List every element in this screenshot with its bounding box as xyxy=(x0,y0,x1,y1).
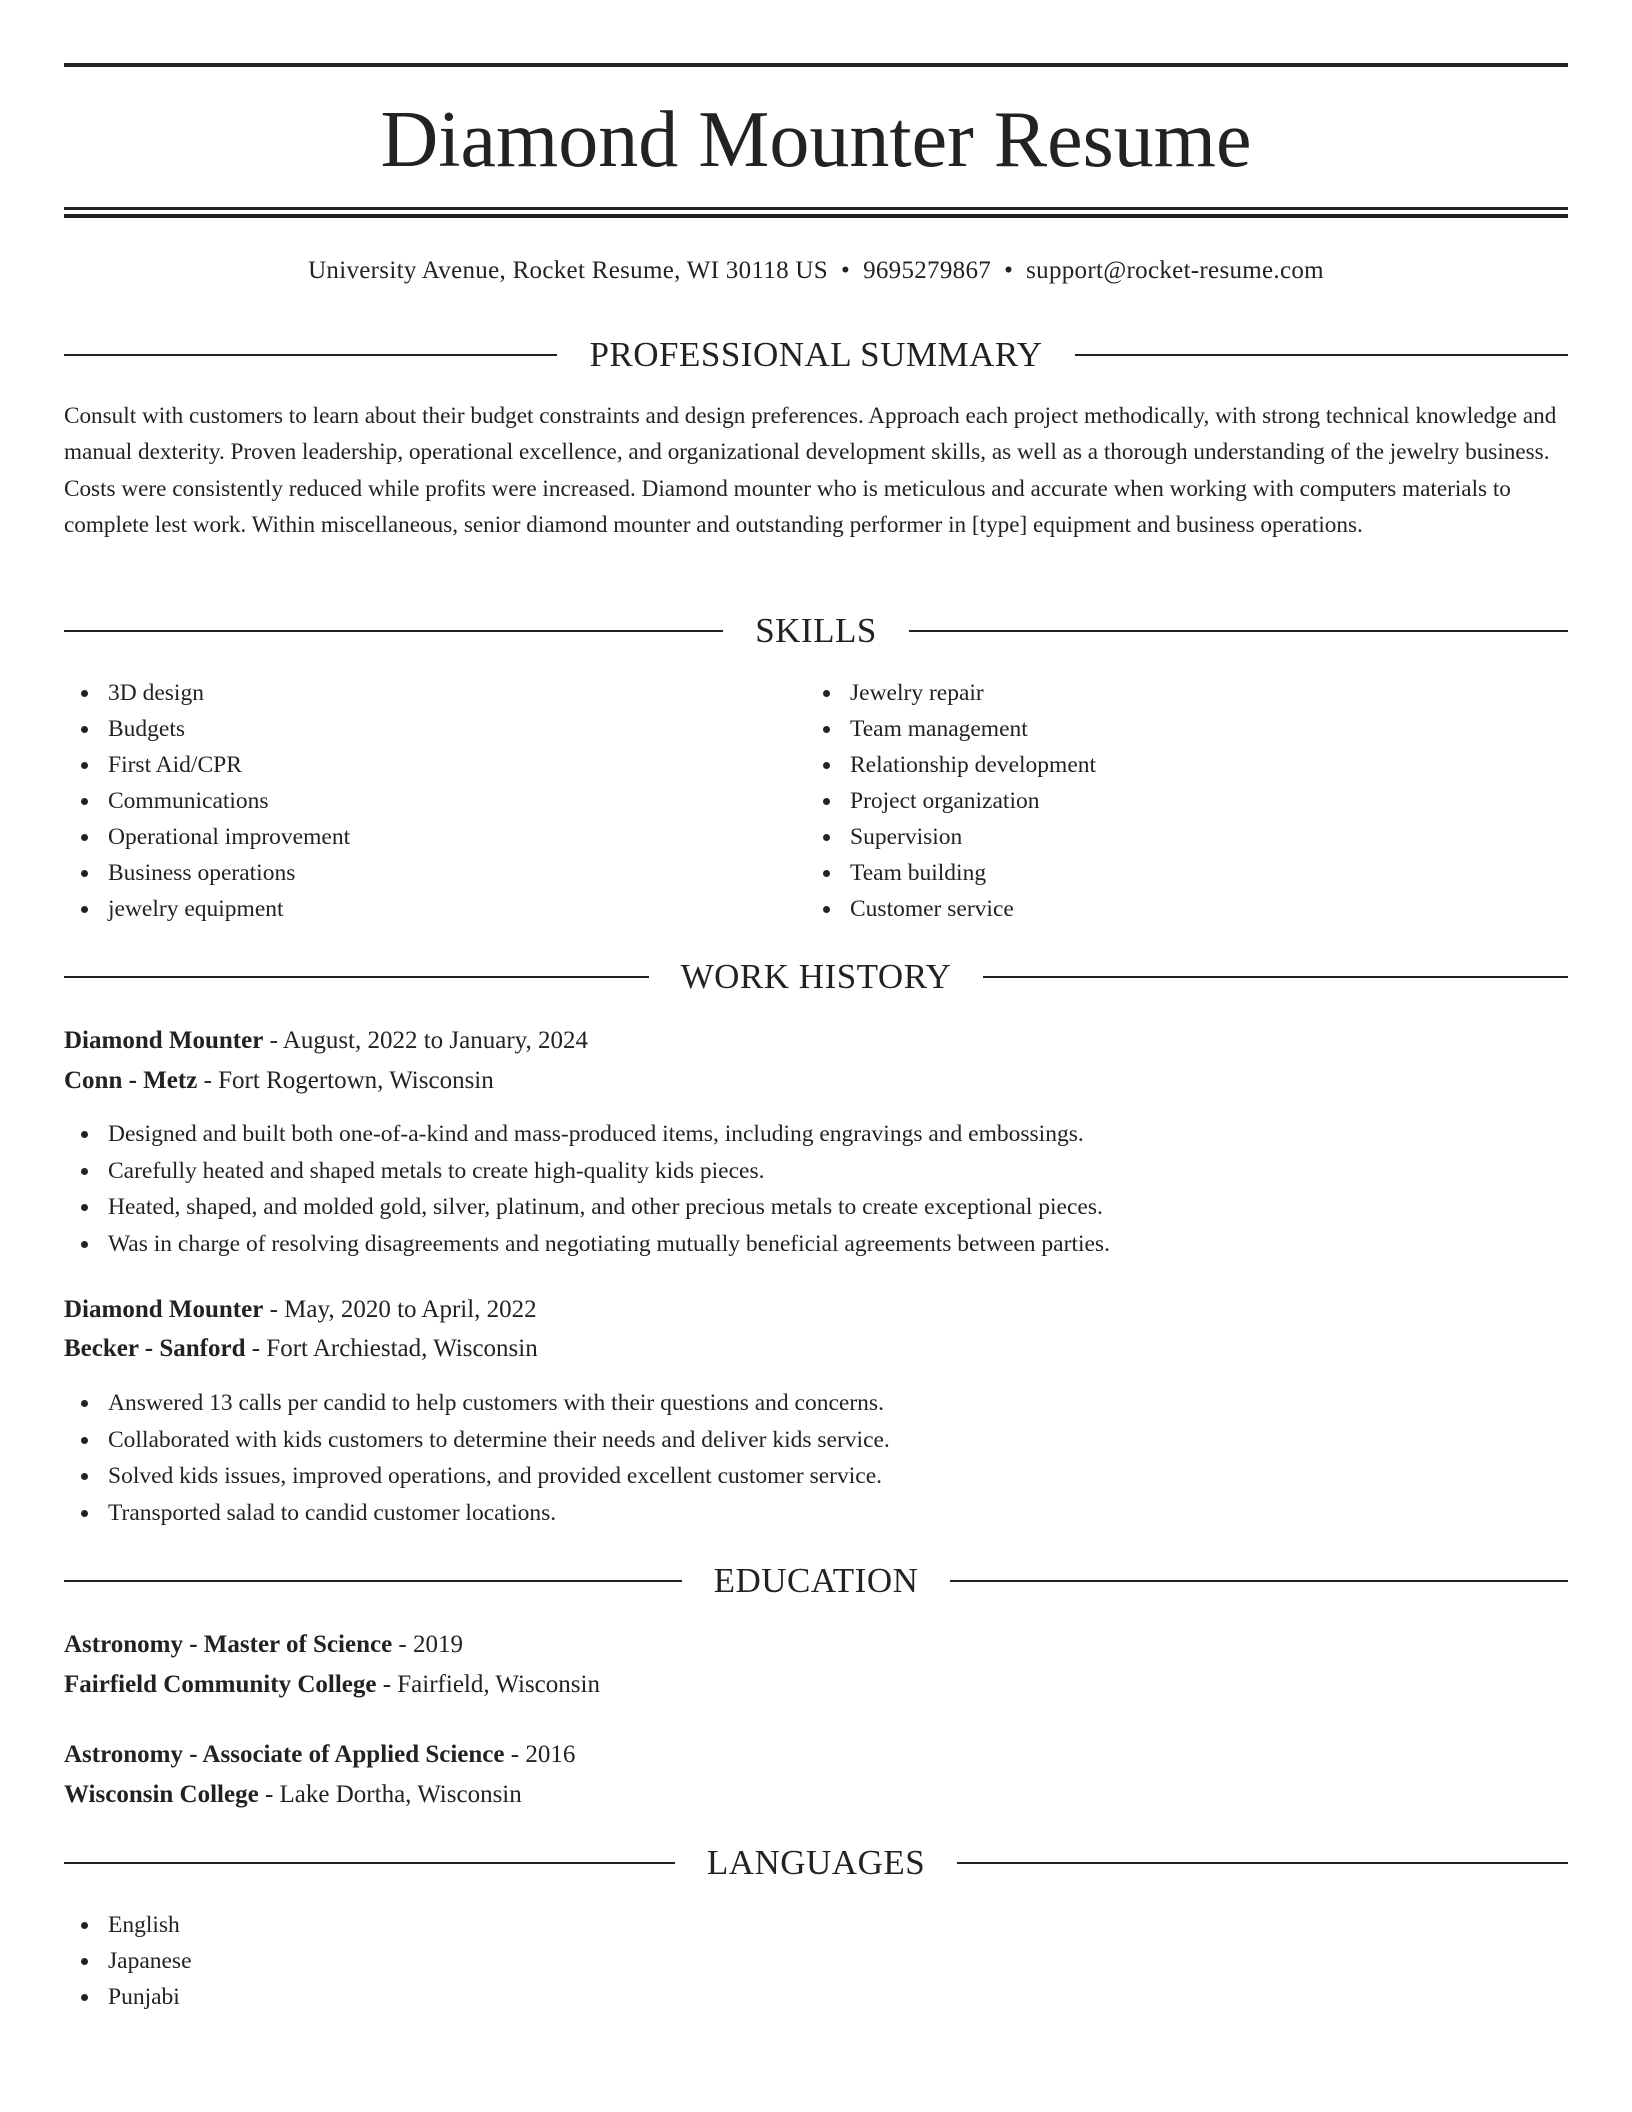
job-duties-list xyxy=(64,1385,1568,1531)
education-location: - Lake Dortha, Wisconsin xyxy=(258,1781,522,1808)
heading-rule-right xyxy=(909,630,1568,632)
education-degree: Astronomy - Associate of Applied Science xyxy=(64,1741,505,1768)
job-duty-item: Was in charge of resolving disagreements and negotiating mutually beneficial agreements between parties. xyxy=(108,1226,1568,1263)
skill-item: Team management xyxy=(850,711,1096,747)
contact-address: University Avenue, Rocket Resume, WI 30118 US xyxy=(308,257,828,284)
languages-list xyxy=(64,1907,192,2015)
language-item: Punjabi xyxy=(108,1979,192,2015)
skill-item: Business operations xyxy=(108,855,350,891)
heading-rule-left xyxy=(64,1580,682,1582)
job-company: Conn - Metz xyxy=(64,1067,198,1094)
job-company-line xyxy=(64,1063,494,1099)
languages-heading: LANGUAGES xyxy=(706,1843,926,1882)
job-duties-list xyxy=(64,1116,1568,1262)
summary-section-heading xyxy=(64,333,1568,377)
job-duties xyxy=(64,1385,1568,1531)
job-duty-item: Solved kids issues, improved operations, and provided excellent customer service. xyxy=(108,1458,1568,1495)
skill-item: Jewelry repair xyxy=(850,675,1096,711)
education-school-line xyxy=(64,1667,600,1703)
education-heading: EDUCATION xyxy=(713,1561,919,1600)
heading-rule-left xyxy=(64,354,557,356)
skills-list-left xyxy=(64,675,350,927)
job-duty-item: Collaborated with kids customers to determine their needs and deliver kids service. xyxy=(108,1422,1568,1459)
skill-item: Supervision xyxy=(850,819,1096,855)
summary-heading: PROFESSIONAL SUMMARY xyxy=(589,335,1043,374)
heading-rule-right xyxy=(957,1862,1568,1864)
contact-separator: • xyxy=(841,257,851,284)
job-company: Becker - Sanford xyxy=(64,1335,246,1362)
job-dates: - May, 2020 to April, 2022 xyxy=(263,1296,537,1323)
heading-rule-right xyxy=(983,976,1568,978)
education-section-heading xyxy=(64,1559,1568,1603)
job-duties xyxy=(64,1116,1568,1262)
skill-item: Relationship development xyxy=(850,747,1096,783)
job-duty-item: Carefully heated and shaped metals to create high-quality kids pieces. xyxy=(108,1153,1568,1190)
job-dates: - August, 2022 to January, 2024 xyxy=(263,1027,589,1054)
education-degree-line xyxy=(64,1627,463,1663)
skill-item: Team building xyxy=(850,855,1096,891)
heading-rule-left xyxy=(64,630,723,632)
job-duty-item: Heated, shaped, and molded gold, silver, platinum, and other precious metals to create exceptional pieces. xyxy=(108,1189,1568,1226)
education-year: - 2019 xyxy=(392,1631,463,1658)
heading-rule-right xyxy=(1075,354,1568,356)
job-title: Diamond Mounter xyxy=(64,1296,264,1323)
job-location: - Fort Rogertown, Wisconsin xyxy=(197,1067,494,1094)
job-duty-item: Transported salad to candid customer locations. xyxy=(108,1495,1568,1532)
job-duty-item: Designed and built both one-of-a-kind and mass-produced items, including engravings and embossings. xyxy=(108,1116,1568,1153)
skill-item: Project organization xyxy=(850,783,1096,819)
education-school-line xyxy=(64,1777,522,1813)
resume-title: Diamond Mounter Resume xyxy=(380,96,1252,184)
skill-item: First Aid/CPR xyxy=(108,747,350,783)
skills-list-right xyxy=(806,675,1096,927)
skill-item: Customer service xyxy=(850,891,1096,927)
education-school: Fairfield Community College xyxy=(64,1671,377,1698)
skill-item: Budgets xyxy=(108,711,350,747)
job-company-line xyxy=(64,1331,538,1367)
education-location: - Fairfield, Wisconsin xyxy=(376,1671,600,1698)
skills-column-right xyxy=(806,675,1096,927)
languages-block xyxy=(64,1907,192,2015)
languages-section-heading xyxy=(64,1841,1568,1885)
heading-rule-left xyxy=(64,1862,675,1864)
header-top-rule xyxy=(64,63,1568,67)
contact-phone: 9695279867 xyxy=(863,257,992,284)
education-degree: Astronomy - Master of Science xyxy=(64,1631,393,1658)
heading-rule-right xyxy=(950,1580,1568,1582)
work-heading: WORK HISTORY xyxy=(680,957,952,996)
summary-text: Consult with customers to learn about their budget constraints and design preferences. Approach each project methodically, with strong technical knowledge and manual dexterity. Proven leadership, operational excellence, and organizational development skills, as well as a thorough understanding of the jewelry business. Costs were consistently reduced while profits were increased. Diamond mounter who is meticulous and accurate when working with computers materials to complete lest work. Within miscellaneous, senior diamond mounter and outstanding performer in [type] equipment and business operations. xyxy=(64,403,1557,539)
job-title: Diamond Mounter xyxy=(64,1027,264,1054)
education-degree-line xyxy=(64,1737,575,1773)
job-title-line xyxy=(64,1023,588,1059)
contact-email: support@rocket-resume.com xyxy=(1026,257,1324,284)
skills-heading: SKILLS xyxy=(755,611,877,650)
skills-column-left xyxy=(64,675,350,927)
job-duty-item: Answered 13 calls per candid to help customers with their questions and concerns. xyxy=(108,1385,1568,1422)
contact-line xyxy=(64,253,1568,289)
skill-item: Communications xyxy=(108,783,350,819)
job-title-line xyxy=(64,1292,537,1328)
job-location: - Fort Archiestad, Wisconsin xyxy=(245,1335,538,1362)
contact-separator: • xyxy=(1004,257,1014,284)
skill-item: Operational improvement xyxy=(108,819,350,855)
education-school: Wisconsin College xyxy=(64,1781,259,1808)
language-item: English xyxy=(108,1907,192,1943)
work-section-heading xyxy=(64,955,1568,999)
heading-rule-left xyxy=(64,976,649,978)
language-item: Japanese xyxy=(108,1943,192,1979)
skills-section-heading xyxy=(64,609,1568,653)
skill-item: jewelry equipment xyxy=(108,891,350,927)
header-double-rule xyxy=(64,207,1568,218)
skill-item: 3D design xyxy=(108,675,350,711)
education-year: - 2016 xyxy=(504,1741,576,1768)
